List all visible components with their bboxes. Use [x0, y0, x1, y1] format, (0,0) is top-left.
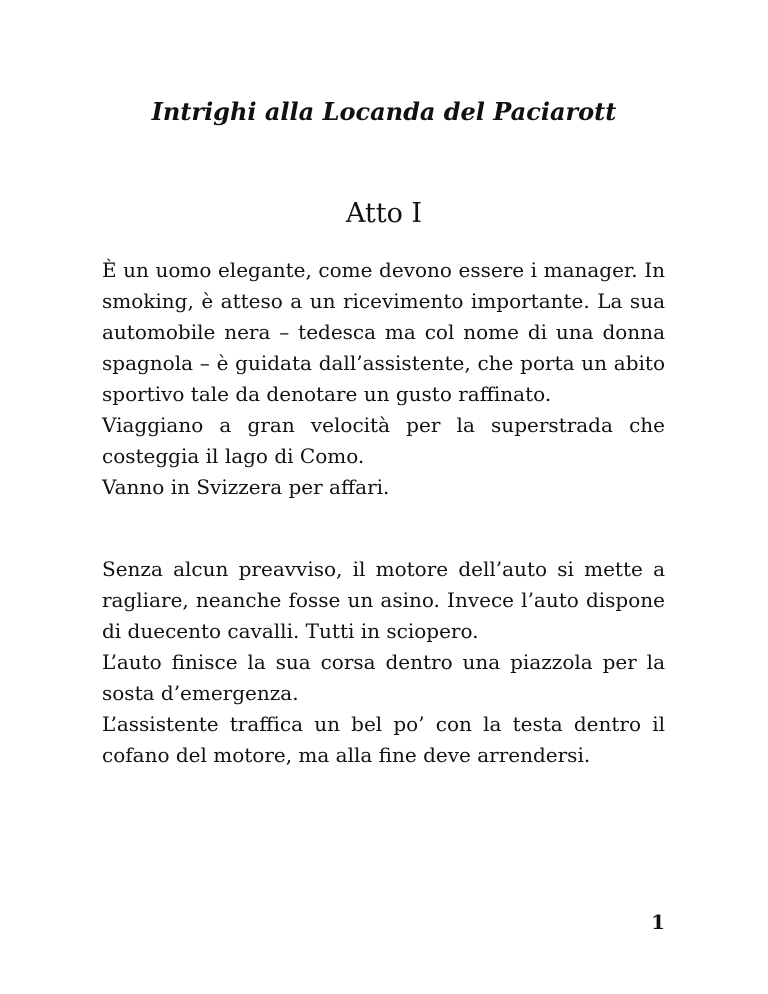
- paragraph: Vanno in Svizzera per affari.: [102, 475, 390, 499]
- paragraph: Senza alcun preavviso, il motore dell’auto si mette a ragliare, neanche fosse un asino. Invece l’auto dispone di duecento cavalli. Tutti in sciopero.: [102, 557, 665, 643]
- paragraph: L’assistente traffica un bel po’ con la testa dentro il cofano del motore, ma alla fine deve arrendersi.: [102, 712, 665, 767]
- text-block-2: [102, 554, 665, 771]
- chapter-title: Atto I: [345, 198, 423, 229]
- text-block-1: [102, 255, 665, 503]
- page-number: 1: [651, 910, 665, 934]
- paragraph: È un uomo elegante, come devono essere i manager. In smoking, è atteso a un ricevimento importante. La sua automobile nera – tedesca ma col nome di una donna spagnola – è guidata dall’assistente, che porta un abito sportivo tale da denotare un gusto raffinato.: [102, 258, 665, 406]
- paragraph: L’auto finisce la sua corsa dentro una piazzola per la sosta d’emergenza.: [102, 650, 665, 705]
- book-title: Intrighi alla Locanda del Paciarott: [151, 97, 617, 126]
- paragraph: Viaggiano a gran velocità per la superstrada che costeggia il lago di Como.: [102, 413, 665, 468]
